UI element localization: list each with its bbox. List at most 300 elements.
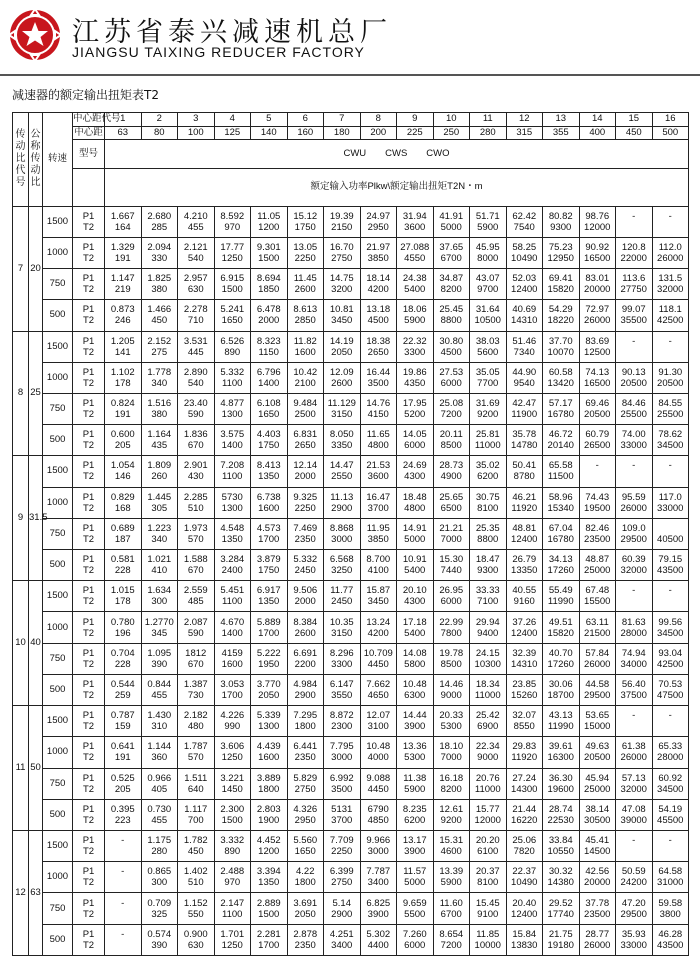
t2-value [616,347,652,358]
t2-value: 164 [114,221,131,233]
value-cell [251,674,288,705]
p1-value: 1.021 [147,554,172,566]
value-cell [251,393,288,424]
t2-value: 259 [114,690,131,702]
p1-value: 43.07 [475,273,500,285]
p1-value: 4.877 [220,398,245,410]
t2-value: 4500 [440,346,462,358]
p1-value: 7.208 [220,460,245,472]
t2-value: 1750 [258,565,280,577]
p1-value: 25.45 [439,304,464,316]
value-cell [178,799,215,830]
p1-value: 3.606 [220,741,245,753]
t2-value: 27750 [620,284,647,296]
value-cell [579,362,616,393]
t2-value [580,471,616,482]
value-cell [360,362,397,393]
t2-value: 25500 [657,409,684,421]
t2-value: 280 [151,846,168,858]
t2-value: 2000 [294,471,316,483]
p1-value: 6.691 [293,647,318,659]
p1-value: 0.787 [110,710,135,722]
ratio-code-cell: 9 [13,456,29,581]
center-code-cell: 15 [616,113,653,127]
p1-t2-label-cell [73,799,105,830]
p1-value: 78.62 [658,429,683,441]
value-cell [470,237,507,268]
value-cell [543,831,580,862]
power-torque-header: 额定输入功率Plkw\额定输出扭矩T2N・m [105,169,689,206]
t2-value [105,940,141,951]
p1-value: 1.387 [183,679,208,691]
t2-value: 1100 [222,471,243,483]
t2-value: 20000 [584,284,611,296]
value-cell [360,300,397,331]
center-code-cell: 9 [397,113,434,127]
p1-value: 11.13 [330,491,354,503]
value-cell [652,550,689,581]
value-cell [324,331,361,362]
speed-header: 转速 [43,113,73,207]
p1-value: 5.302 [366,928,391,940]
p1-value: 42.56 [585,866,610,878]
value-cell [360,831,397,862]
p1-value: 0.873 [110,304,135,316]
t2-value: 168 [114,502,131,514]
t2-value: 2000 [258,315,280,327]
t2-value: 5900 [404,783,426,795]
t2-value: 450 [187,846,204,858]
p1-value: 2.901 [183,460,208,472]
p1-value: 3.332 [220,835,245,847]
p1-value: 90.92 [585,241,610,253]
speed-cell: 500 [43,924,73,955]
value-cell [652,362,689,393]
t2-value: 1750 [258,440,280,452]
value-cell [178,269,215,300]
t2-value [653,721,689,732]
p1-value: 8.296 [329,647,354,659]
table-row [13,550,689,581]
value-cell [543,893,580,924]
t2-value: 3700 [367,502,389,514]
speed-cell: 750 [43,518,73,549]
t2-value: 33000 [620,939,647,951]
p1-value: 0.780 [110,616,135,628]
p1-value: 31.69 [475,398,500,410]
value-cell [105,269,142,300]
t2-value: 430 [187,471,204,483]
table-row [13,674,689,705]
value-label: T2 [82,440,95,452]
value-cell [433,331,470,362]
center-distance-cell: 225 [397,126,434,140]
value-cell [470,799,507,830]
t2-value: 570 [187,533,204,545]
t2-value: 9700 [477,284,499,296]
t2-value: 3900 [404,846,426,858]
value-cell [287,581,324,612]
value-cell [141,425,178,456]
p1-value: 15.84 [512,928,537,940]
t2-value: 5300 [440,721,462,733]
t2-value [105,877,141,888]
t2-value: 4100 [367,565,389,577]
value-cell [287,518,324,549]
t2-value: 5600 [477,346,499,358]
p1-value: 7.260 [402,928,427,940]
t2-value: 5400 [404,627,426,639]
table-row [13,487,689,518]
value-cell [287,456,324,487]
p1-value: 80.82 [548,210,573,222]
value-cell [543,456,580,487]
p1-value: 4.251 [329,928,354,940]
t2-value: 25000 [584,565,611,577]
t2-value: 13350 [511,565,538,577]
t2-value: 34500 [657,627,684,639]
speed-cell: 750 [43,643,73,674]
t2-value: 19600 [547,783,574,795]
p1-value: 27.24 [512,772,537,784]
speed-cell: 1000 [43,737,73,768]
t2-value: 3400 [331,939,353,951]
p1-value: 32.07 [512,710,537,722]
p1-value: 37.65 [439,241,464,253]
p1-value: 69.41 [548,273,573,285]
t2-value: 2350 [294,939,316,951]
p1-t2-label-cell [73,768,105,799]
p1-value: 5.560 [293,835,318,847]
t2-value: 2300 [331,721,353,733]
value-label: T2 [82,346,95,358]
t2-value: 670 [187,565,204,577]
value-cell [251,456,288,487]
t2-value: 18700 [547,690,574,702]
t2-value: 1500 [258,252,280,264]
t2-value: 24200 [620,877,647,889]
value-cell [360,706,397,737]
value-cell [397,487,434,518]
value-cell [251,237,288,268]
value-cell [105,768,142,799]
t2-value: 29500 [584,690,611,702]
t2-value: 4800 [404,502,426,514]
p1-value: 29.52 [548,897,573,909]
p1-value: 83.69 [585,335,610,347]
p1-value: 11.77 [330,585,354,597]
p1-value: 34.13 [548,554,573,566]
value-cell [579,674,616,705]
p1-value: 21.21 [439,522,464,534]
value-cell [397,393,434,424]
t2-value: 7200 [440,939,462,951]
t2-value: 6900 [477,721,499,733]
value-cell [141,924,178,955]
value-cell [616,768,653,799]
t2-value: 275 [151,346,168,358]
p1-value: 10.42 [293,366,318,378]
t2-value [616,222,652,233]
value-cell [579,300,616,331]
t2-value: 25000 [584,783,611,795]
p1-value: 1.701 [220,928,245,940]
t2-value: 6300 [404,690,426,702]
value-cell [616,331,653,362]
p1-value: 8.384 [293,616,318,628]
speed-cell: 1500 [43,206,73,237]
p1-value: 1.782 [183,835,208,847]
value-cell [652,706,689,737]
p1-value: 1.144 [147,741,172,753]
t2-value: 7820 [513,846,535,858]
value-cell [652,393,689,424]
p1-value: 49.51 [548,616,573,628]
nominal-ratio-cell: 63 [29,831,43,956]
value-cell [579,643,616,674]
p1-value: 93.04 [658,647,683,659]
value-cell [251,831,288,862]
value-label: P1 [82,679,95,691]
value-cell [470,362,507,393]
p1-value: 1.430 [147,710,172,722]
value-cell [105,550,142,581]
p1-value: 14.76 [366,398,391,410]
p1-value: - [668,585,672,597]
t2-value: 20500 [620,377,647,389]
p1-value: 53.65 [585,710,610,722]
p1-value: 1.054 [110,460,135,472]
value-cell [470,862,507,893]
t2-value: 10550 [547,846,574,858]
value-cell [433,643,470,674]
p1-value: 0.844 [147,679,172,691]
value-label: T2 [82,690,95,702]
t2-value: 20500 [584,752,611,764]
t2-value: 455 [151,814,168,826]
value-cell [506,924,543,955]
nominal-ratio-cell: 31.5 [29,456,43,581]
value-cell [579,206,616,237]
value-label: P1 [82,928,95,940]
value-cell [397,300,434,331]
value-cell [360,737,397,768]
p1-value: 65.58 [548,460,573,472]
t2-value: 8000 [477,252,499,264]
t2-value: 2250 [331,846,353,858]
value-cell [506,425,543,456]
center-distance-cell: 80 [141,126,178,140]
t2-value: 20140 [547,440,574,452]
value-label: P1 [82,897,95,909]
t2-value: 4900 [440,471,462,483]
value-cell [652,768,689,799]
p1-value: 11.60 [439,897,463,909]
value-cell [105,893,142,924]
value-cell [105,799,142,830]
value-cell [251,581,288,612]
p1-value: 14.19 [329,335,354,347]
value-cell [141,269,178,300]
p1-value: 15.31 [439,835,464,847]
center-distance-cell: 200 [360,126,397,140]
value-cell [616,737,653,768]
value-cell [579,237,616,268]
speed-cell: 500 [43,674,73,705]
value-cell [105,924,142,955]
p1-t2-label-cell [73,331,105,362]
value-cell [214,269,251,300]
value-cell [506,706,543,737]
p1-value: 58.25 [512,241,537,253]
p1-value: 52.03 [512,273,537,285]
value-cell [105,862,142,893]
value-cell [178,893,215,924]
t2-value: 1650 [294,846,316,858]
p1-t2-label-cell [73,706,105,737]
center-code-cell: 11 [470,113,507,127]
p1-value: 4.670 [220,616,245,628]
speed-cell: 1500 [43,581,73,612]
table-row [13,169,689,206]
t2-value: 10490 [511,252,538,264]
value-label: P1 [82,741,95,753]
t2-value: 2850 [294,315,316,327]
p1-value: 26.79 [512,554,537,566]
value-cell [433,206,470,237]
p1-value: - [632,710,636,722]
p1-value: 12.09 [329,366,354,378]
p1-value: 20.40 [512,897,537,909]
p1-value: 24.15 [475,647,500,659]
value-cell [287,612,324,643]
t2-value: 325 [151,908,168,920]
p1-value: 9.659 [402,897,427,909]
p1-value: 17.95 [402,398,427,410]
value-cell [470,831,507,862]
value-cell [506,518,543,549]
p1-value: 25.42 [475,710,500,722]
p1-value: 2.300 [220,803,245,815]
value-cell [543,706,580,737]
value-cell [616,862,653,893]
p1-value: 56.40 [621,679,646,691]
value-cell [579,706,616,737]
p1-value: 0.730 [147,803,172,815]
p1-value: 44.90 [512,366,537,378]
ratio-code-cell: 7 [13,206,29,331]
value-cell [324,674,361,705]
t2-value: 11000 [474,783,501,795]
p1-value: 0.525 [110,772,135,784]
p1-value: - [632,210,636,222]
p1-value: 48.81 [512,522,537,534]
value-cell [251,206,288,237]
value-cell [616,643,653,674]
p1-value: 9.301 [256,241,281,253]
p1-value: 21.53 [366,460,391,472]
value-cell [543,862,580,893]
t2-value: 2450 [331,596,353,608]
value-cell [324,831,361,862]
p1-value: 43.13 [548,710,573,722]
center-distance-cell: 250 [433,126,470,140]
t2-value [653,596,689,607]
t2-value: 455 [187,221,204,233]
value-cell [652,643,689,674]
t2-value: 1300 [221,502,243,514]
value-cell [543,737,580,768]
p1-value: 1.164 [147,429,172,441]
value-cell [360,487,397,518]
t2-value: 2650 [367,346,389,358]
t2-value [616,596,652,607]
p1-value: 11.65 [366,429,390,441]
center-distance-cell: 355 [543,126,580,140]
t2-value: 340 [151,377,168,389]
p1-value: 11.129 [327,398,356,410]
t2-value: 42500 [657,315,684,327]
t2-value: 22000 [620,252,647,264]
t2-value: 12000 [474,814,501,826]
t2-value: 17740 [547,908,574,920]
t2-value: 7700 [477,377,499,389]
t2-value: 4450 [367,658,389,670]
value-cell [543,518,580,549]
table-row [13,893,689,924]
t2-value: 5500 [404,908,426,920]
t2-value: 11920 [511,752,538,764]
value-cell [287,331,324,362]
t2-value: 19500 [584,502,611,514]
value-cell [324,206,361,237]
t2-value: 228 [114,565,131,577]
p1-value: 21.44 [512,803,537,815]
t2-value: 8100 [477,502,499,514]
value-cell [214,550,251,581]
t2-value: 7000 [440,752,462,764]
t2-value: 2350 [294,533,316,545]
table-row [13,612,689,643]
value-cell [324,456,361,487]
value-cell [287,799,324,830]
value-cell [506,550,543,581]
value-cell [506,331,543,362]
p1-t2-label-cell [73,269,105,300]
value-cell [214,487,251,518]
t2-value: 630 [187,939,204,951]
t2-value: 9000 [477,752,499,764]
p1-value [653,523,689,534]
value-cell [652,674,689,705]
value-cell [105,674,142,705]
p1-value: 54.19 [658,803,683,815]
p1-value: - [632,585,636,597]
p1-value: 15.45 [475,897,500,909]
p1-value: 14.08 [402,647,427,659]
value-label: P1 [82,772,95,784]
t2-value: 2550 [331,471,353,483]
t2-value: 9200 [477,409,499,421]
t2-value: 219 [114,284,131,296]
p1-value: - [121,866,125,878]
p1-value: 9.966 [366,835,391,847]
t2-value: 6200 [477,471,499,483]
t2-value [105,846,141,857]
value-cell [470,331,507,362]
value-cell [652,893,689,924]
value-cell [105,487,142,518]
